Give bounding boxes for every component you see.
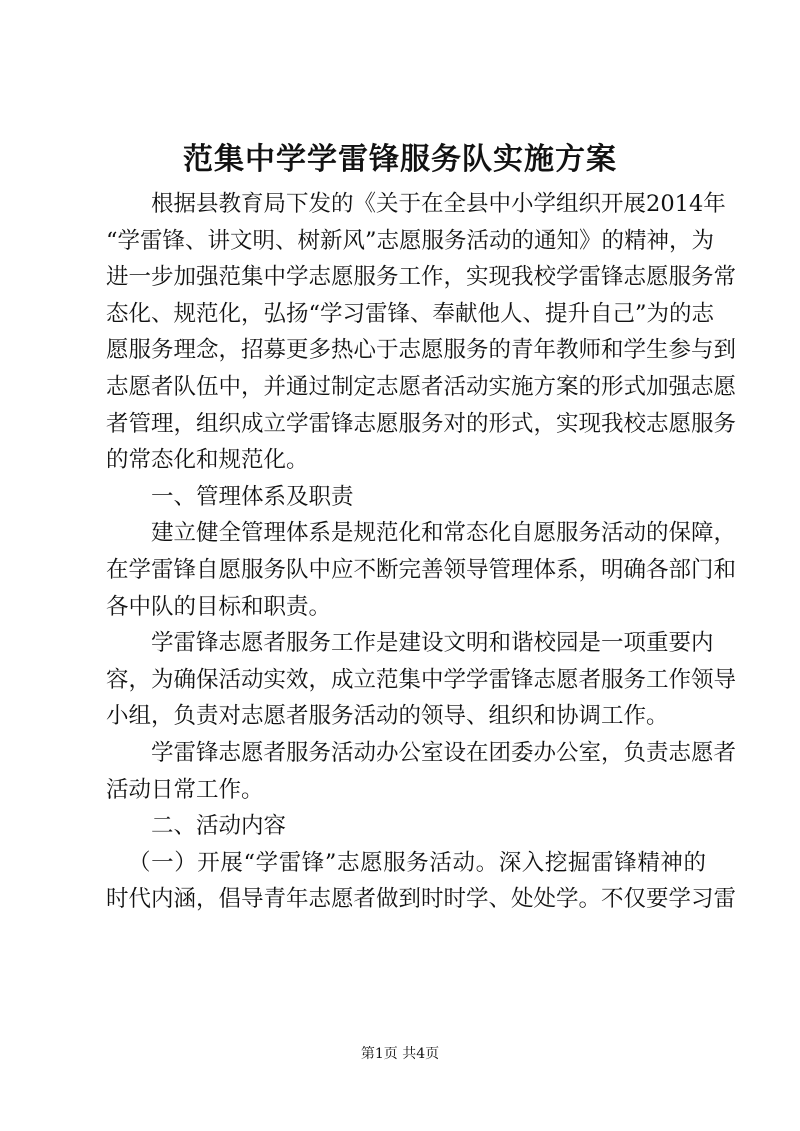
text-line: 各中队的目标和职责。: [106, 593, 332, 620]
document-body: [106, 186, 737, 918]
text-line: 的常态化和规范化。: [106, 447, 309, 474]
text-line: 时代内涵，倡导青年志愿者做到时时学、处处学。不仅要学习雷: [106, 886, 737, 913]
page-footer: 第1页 共4页: [360, 1046, 440, 1062]
document-title: 范集中学学雷锋服务队实施方案: [183, 142, 617, 177]
paragraph-leadership-group: [106, 625, 737, 735]
text-line: 小组，负责对志愿者服务活动的领导、组织和协调工作。: [106, 703, 669, 730]
text-line: 者管理，组织成立学雷锋志愿服务对的形式，实现我校志愿服务: [106, 410, 737, 437]
paragraph-management-system: [106, 515, 737, 625]
text-line: 容，为确保活动实效，成立范集中学学雷锋志愿者服务工作领导: [106, 666, 737, 693]
text-line: 志愿者队伍中，并通过制定志愿者活动实施方案的形式加强志愿: [106, 373, 737, 400]
text-line: 进一步加强范集中学志愿服务工作，实现我校学雷锋志愿服务常: [106, 264, 737, 291]
paragraph-office: [106, 735, 737, 808]
section-heading-activities: 二、活动内容: [151, 813, 287, 840]
section-heading-management: 一、管理体系及职责: [151, 483, 354, 510]
paragraph-activity-one: [106, 845, 737, 918]
text-line: 学雷锋志愿者服务活动办公室设在团委办公室，负责志愿者: [151, 739, 737, 766]
text-line: 愿服务理念，招募更多热心于志愿服务的青年教师和学生参与到: [106, 337, 737, 364]
text-line: 建立健全管理体系是规范化和常态化自愿服务活动的保障，: [151, 520, 737, 547]
text-line: 态化、规范化，弘扬“学习雷锋、奉献他人、提升自己”为的志: [106, 300, 715, 327]
text-line: “学雷锋、讲文明、树新风”志愿服务活动的通知》的精神，为: [106, 227, 715, 254]
paragraph-intro: [106, 186, 737, 479]
text-line: 学雷锋志愿者服务工作是建设文明和谐校园是一项重要内: [151, 630, 714, 657]
text-line: 活动日常工作。: [106, 776, 264, 803]
text-line: （一）开展“学雷锋”志愿服务活动。深入挖掘雷锋精神的: [128, 849, 706, 876]
text-line: 在学雷锋自愿服务队中应不断完善领导管理体系，明确各部门和: [106, 556, 737, 583]
text-line: 根据县教育局下发的《关于在全县中小学组织开展2014年: [151, 191, 726, 217]
